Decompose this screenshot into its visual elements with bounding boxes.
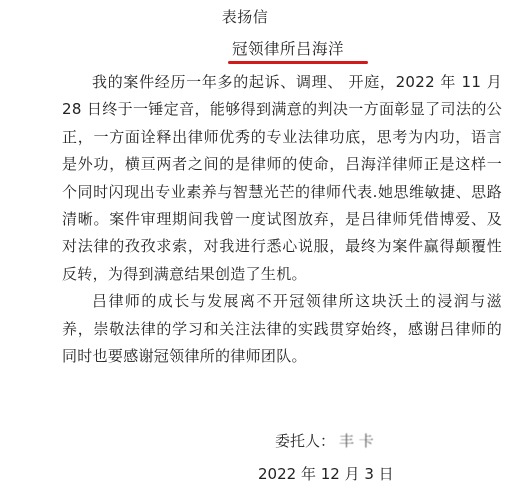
letter-body (62, 69, 502, 370)
subtitle-underline (228, 61, 368, 64)
body-paragraph-1: 我的案件经历一年多的起诉、调理、 开庭，2022 年 11 月 28 日终于一锤定音，能够得到满意的判决一方面彰显了司法的公正，一方面诠释出律师优秀的专业法律功底，思考为内功，语言是外功，横亘两者之间的是律师的使命，吕海洋律师正是这样一个同时闪现出专业素养与智慧光芒的律师代表.她思维敏捷、思路清晰。案件审理期间我曾一度试图放弃，是吕律师凭借博爱、及对法律的孜孜求索，对我进行悉心说服，最终为案件赢得颠覆性反转，为得到满意结果创造了生机。 (62, 73, 502, 283)
letter-date: 2022 年 12 月 3 日 (258, 465, 394, 483)
signer-label: 委托人： (275, 432, 336, 450)
signer-name: 丰 卡 (339, 432, 374, 450)
body-paragraph-2: 吕律师的成长与发展离不开冠领律所这块沃土的浸润与滋养，崇敬法律的学习和关注法律的实践贯穿始终，感谢吕律师的同时也要感谢冠领律所的律师团队。 (62, 292, 502, 366)
document-subtitle: 冠领律所吕海洋 (232, 40, 345, 58)
document-title: 表扬信 (221, 8, 269, 26)
signer-line (275, 430, 374, 452)
